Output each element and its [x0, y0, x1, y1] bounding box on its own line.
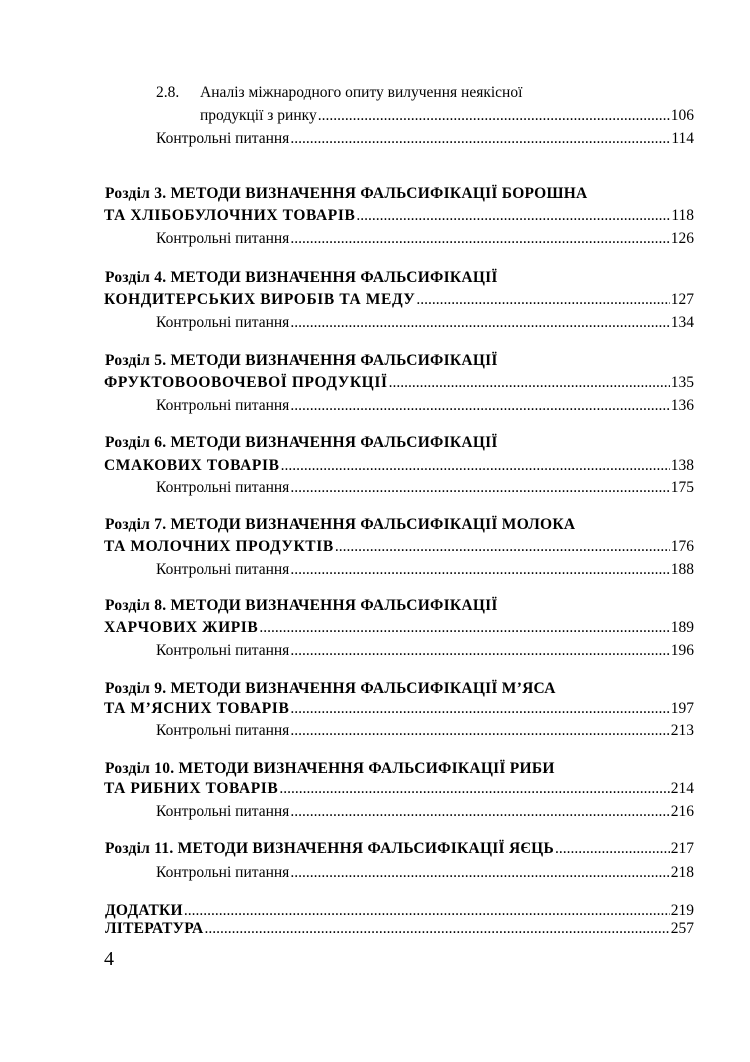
toc-questions-9	[156, 722, 694, 740]
questions-label: Контрольні питання	[156, 314, 290, 331]
toc-section-5-cont	[104, 374, 694, 392]
page-folio: 4	[104, 948, 114, 970]
questions-label: Контрольні питання	[156, 479, 290, 496]
page-number: 257	[670, 920, 694, 937]
dot-leader	[290, 642, 669, 660]
dot-leader	[555, 840, 670, 858]
page-number: 138	[670, 457, 694, 474]
dot-leader	[184, 902, 670, 920]
dot-leader	[290, 700, 669, 718]
section-title-line1: Розділ 7. МЕТОДИ ВИЗНАЧЕННЯ ФАЛЬСИФІКАЦІЇ МОЛОКА	[105, 516, 576, 533]
dot-leader	[290, 479, 669, 497]
section-title-line2: ТА ХЛІБОБУЛОЧНИХ ТОВАРІВ	[104, 207, 356, 224]
toc-item-2-8-cont	[156, 107, 694, 125]
dot-leader	[290, 397, 669, 415]
section-title-line1: Розділ 8. МЕТОДИ ВИЗНАЧЕННЯ ФАЛЬСИФІКАЦІЇ	[105, 597, 498, 614]
dot-leader	[279, 780, 669, 798]
toc-section-4-cont	[104, 291, 694, 309]
toc-section-6-cont	[104, 457, 694, 475]
toc-section-4	[105, 269, 694, 287]
page-number: 175	[670, 479, 694, 496]
questions-label: Контрольні питання	[156, 397, 290, 414]
dot-leader	[259, 619, 669, 637]
toc-questions-8	[156, 642, 694, 660]
questions-label: Контрольні питання	[156, 130, 290, 147]
page-number: 218	[670, 864, 694, 881]
section-title-line2: ФРУКТОВООВОЧЕВОЇ ПРОДУКЦІЇ	[104, 374, 388, 391]
dot-leader	[335, 538, 670, 556]
section-title-line2: ХАРЧОВИХ ЖИРІВ	[104, 619, 259, 636]
toc-item-2-8	[156, 84, 694, 102]
page-number: 188	[670, 561, 694, 578]
dot-leader	[416, 291, 669, 309]
toc-section-7-cont	[104, 538, 694, 556]
toc-section-8-cont	[104, 619, 694, 637]
page-number: 219	[670, 902, 694, 919]
dot-leader	[290, 722, 669, 740]
section-title-line1: Розділ 6. МЕТОДИ ВИЗНАЧЕННЯ ФАЛЬСИФІКАЦІЇ	[105, 434, 498, 451]
page-number: 196	[670, 642, 694, 659]
toc-questions-11	[156, 864, 694, 882]
questions-label: Контрольні питання	[156, 864, 290, 881]
page-number: 127	[670, 291, 694, 308]
section-title-line1: Розділ 4. МЕТОДИ ВИЗНАЧЕННЯ ФАЛЬСИФІКАЦІЇ	[105, 269, 498, 286]
toc-section-9	[105, 680, 694, 698]
dot-leader	[318, 107, 670, 125]
page-number: 189	[670, 619, 694, 636]
page-number: 106	[670, 107, 694, 124]
section-title-line1: Розділ 5. МЕТОДИ ВИЗНАЧЕННЯ ФАЛЬСИФІКАЦІЇ	[105, 352, 498, 369]
toc-section-11	[105, 840, 694, 858]
toc-questions-10	[156, 803, 694, 821]
dot-leader	[290, 130, 670, 148]
literature-label: ЛІТЕРАТУРА	[105, 920, 204, 937]
toc-section-8	[105, 597, 694, 615]
section-title-line2: СМАКОВИХ ТОВАРІВ	[104, 457, 280, 474]
questions-label: Контрольні питання	[156, 561, 290, 578]
page-number: 214	[670, 780, 694, 797]
section-title-line1: Розділ 3. МЕТОДИ ВИЗНАЧЕННЯ ФАЛЬСИФІКАЦІЇ БОРОШНА	[105, 185, 588, 202]
toc-questions-6	[156, 479, 694, 497]
page-number: 126	[670, 230, 694, 247]
toc-section-3	[105, 185, 694, 203]
dot-leader	[356, 207, 670, 225]
toc-literature	[105, 920, 694, 938]
section-title-line2: ТА РИБНИХ ТОВАРІВ	[104, 780, 279, 797]
item-number: 2.8.	[156, 84, 180, 101]
page-number: 134	[670, 314, 694, 331]
page-number: 217	[670, 840, 694, 857]
dot-leader	[290, 864, 669, 882]
page-number: 216	[670, 803, 694, 820]
toc-section-5	[105, 352, 694, 370]
toc-section-10	[105, 760, 694, 778]
toc-section-9-cont	[104, 700, 694, 718]
page-number: 176	[670, 538, 694, 555]
toc-questions-3	[156, 230, 694, 248]
toc-questions-5	[156, 397, 694, 415]
section-title-line1: Розділ 9. МЕТОДИ ВИЗНАЧЕННЯ ФАЛЬСИФІКАЦІЇ М’ЯСА	[105, 680, 556, 697]
section-title-line2: ТА МОЛОЧНИХ ПРОДУКТІВ	[104, 538, 334, 555]
toc-appendices	[105, 902, 694, 920]
section-title-line1: Розділ 11. МЕТОДИ ВИЗНАЧЕННЯ ФАЛЬСИФІКАЦІЇ ЯЄЦЬ	[105, 840, 554, 857]
toc-section-7	[105, 516, 694, 534]
toc-section-3-cont	[104, 207, 694, 225]
questions-label: Контрольні питання	[156, 803, 290, 820]
questions-label: Контрольні питання	[156, 722, 290, 739]
page-number: 118	[671, 207, 694, 224]
section-title-line2: ТА М’ЯСНИХ ТОВАРІВ	[104, 700, 290, 717]
toc-questions-4	[156, 314, 694, 332]
page-number: 135	[670, 374, 694, 391]
page-number: 213	[670, 722, 694, 739]
toc-section-10-cont	[104, 780, 694, 798]
toc-questions-7	[156, 561, 694, 579]
item-title-line1: Аналіз міжнародного опиту вилучення неякісної	[200, 84, 523, 101]
page-number: 197	[670, 700, 694, 717]
questions-label: Контрольні питання	[156, 230, 290, 247]
questions-label: Контрольні питання	[156, 642, 290, 659]
dot-leader	[290, 561, 669, 579]
page-number: 136	[670, 397, 694, 414]
section-title-line2: КОНДИТЕРСЬКИХ ВИРОБІВ ТА МЕДУ	[104, 291, 416, 308]
dot-leader	[281, 457, 670, 475]
dot-leader	[290, 230, 669, 248]
section-title-line1: Розділ 10. МЕТОДИ ВИЗНАЧЕННЯ ФАЛЬСИФІКАЦІЇ РИБИ	[105, 760, 555, 777]
dot-leader	[290, 803, 669, 821]
dot-leader	[204, 920, 669, 938]
dot-leader	[290, 314, 669, 332]
appendices-label: ДОДАТКИ	[105, 902, 183, 919]
item-title-line2: продукції з ринку	[200, 107, 317, 124]
toc-section-6	[105, 434, 694, 452]
dot-leader	[389, 374, 670, 392]
page-number: 114	[671, 130, 694, 147]
toc-questions-2	[156, 130, 694, 148]
